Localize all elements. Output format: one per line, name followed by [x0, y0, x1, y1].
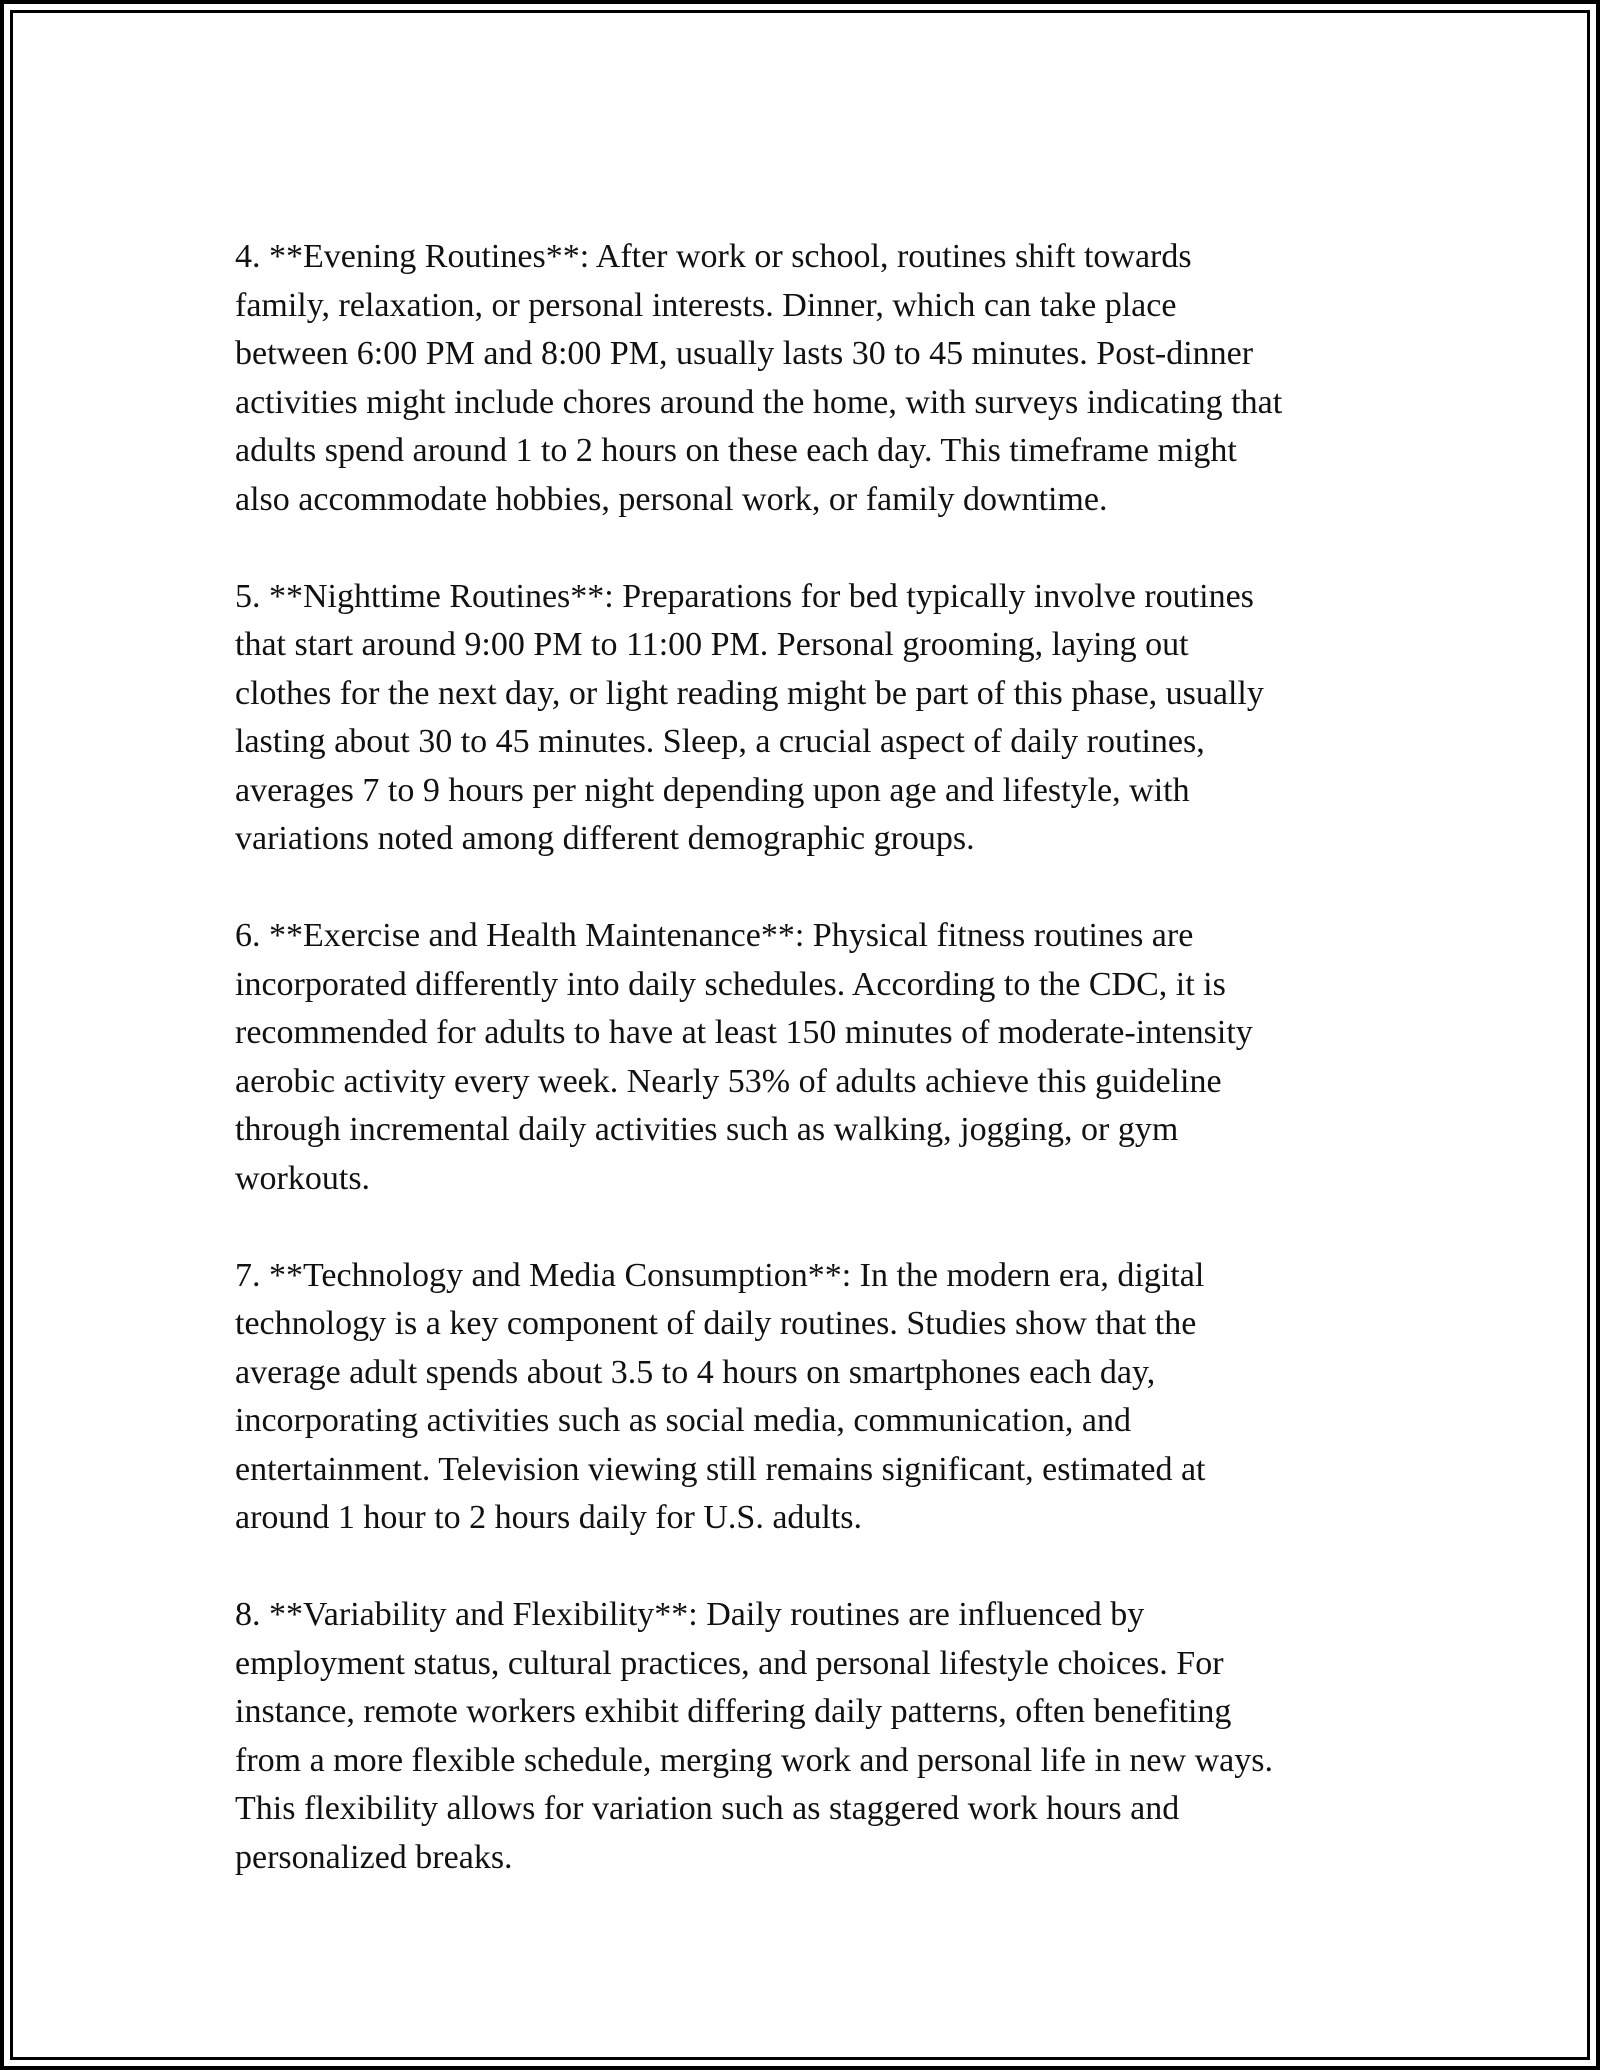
- paragraph-variability-flexibility: 8. **Variability and Flexibility**: Daily routines are influenced by employment status, cultural practices, and personal lifestyle choices. For instance, remote workers exhibit differing daily patterns, often benefiting from a more flexible schedule, merging work and personal life in new ways. This flexibility allows for variation such as staggered work hours and personalized breaks.: [235, 1596, 1273, 1876]
- document-body: [235, 233, 1395, 1882]
- paragraph-nighttime-routines: 5. **Nighttime Routines**: Preparations for bed typically involve routines that start around 9:00 PM to 11:00 PM. Personal grooming, laying out clothes for the next day, or light reading might be part of this phase, usually lasting about 30 to 45 minutes. Sleep, a crucial aspect of daily routines, averages 7 to 9 hours per night depending upon age and lifestyle, with variations noted among different demographic groups.: [235, 577, 1264, 857]
- paragraph-technology-media: 7. **Technology and Media Consumption**: In the modern era, digital technology is a key component of daily routines. Studies show that the average adult spends about 3.5 to 4 hours on smartphones each day, incorporating activities such as social media, communication, and entertainment. Television viewing still remains significant, estimated at around 1 hour to 2 hours daily for U.S. adults.: [235, 1256, 1206, 1536]
- paragraph-evening-routines: 4. **Evening Routines**: After work or school, routines shift towards family, relaxation, or personal interests. Dinner, which can take place between 6:00 PM and 8:00 PM, usually lasts 30 to 45 minutes. Post-dinner activities might include chores around the home, with surveys indicating that adults spend around 1 to 2 hours on these each day. This timeframe might also accommodate hobbies, personal work, or family downtime.: [235, 238, 1283, 518]
- paragraph-exercise-health: 6. **Exercise and Health Maintenance**: Physical fitness routines are incorporated differently into daily schedules. According to the CDC, it is recommended for adults to have at least 150 minutes of moderate-intensity aerobic activity every week. Nearly 53% of adults achieve this guideline through incremental daily activities such as walking, jogging, or gym workouts.: [235, 917, 1253, 1197]
